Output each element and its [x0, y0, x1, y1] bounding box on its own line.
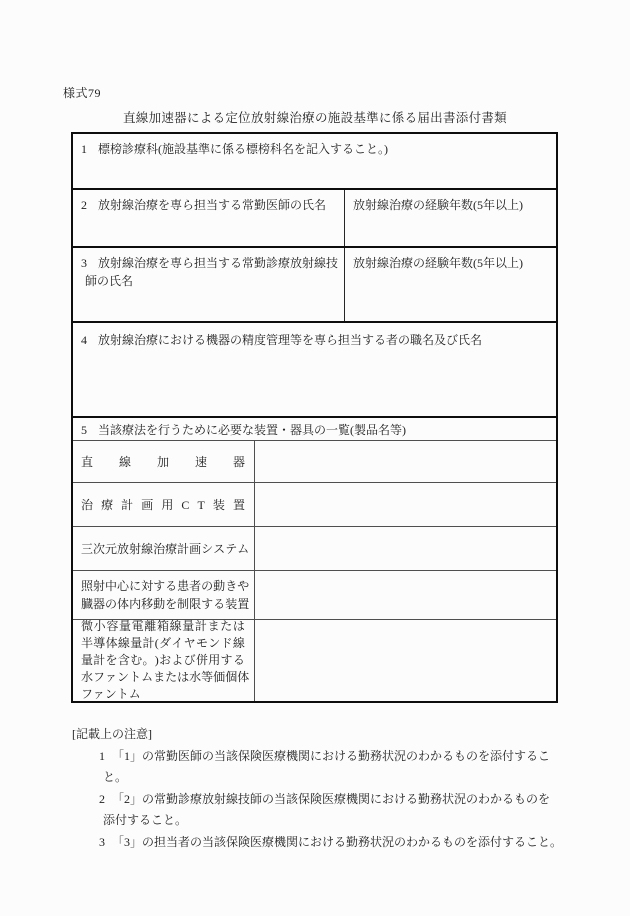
row-number: 3 [81, 256, 87, 270]
equipment-label-cell [73, 620, 255, 701]
equipment-label-cell [73, 571, 255, 619]
row-label-line2: 師の氏名 [85, 274, 134, 288]
note-number: 3 [99, 834, 105, 849]
equipment-label-cell [73, 483, 255, 526]
equipment-value-cell [255, 620, 556, 701]
document-title: 直線加速器による定位放射線治療の施設基準に係る届出書添付書類 [122, 111, 507, 125]
table-row-quality-control-manager [73, 323, 556, 418]
row-label: 放射線治療を専ら担当する常勤医師の氏名 [98, 198, 327, 212]
note-item-2 [72, 789, 566, 832]
table-row-physician-name [73, 190, 556, 248]
equipment-value-cell [255, 527, 556, 570]
note-text-line1: 「3」の担当者の当該保険医療機関における勤務状況のわかるものを添付すること。 [112, 834, 563, 849]
equipment-label-line5: ファントム [81, 687, 141, 701]
experience-years-label: 放射線治療の経験年数(5年以上) [353, 198, 523, 212]
row-label-line1: 放射線治療を専ら担当する常勤診療放射線技 [98, 256, 339, 270]
note-item-3 [72, 832, 566, 854]
equipment-value-cell [255, 483, 556, 526]
notes-heading: [記載上の注意] [72, 727, 152, 741]
table-row-designated-department [73, 134, 556, 190]
note-text-line2: と。 [103, 770, 128, 784]
equipment-label-cell [73, 441, 255, 482]
row-label: 放射線治療における機器の精度管理等を専ら担当する者の職名及び氏名 [98, 333, 483, 347]
equipment-label: 治 療 計 画 用 C T 装 置 [81, 497, 245, 512]
equipment-label-line3: 量 計 を 含 む 。 ) お よ び 併 用 す る [81, 653, 245, 667]
note-number: 1 [99, 748, 105, 763]
note-number: 2 [99, 791, 105, 806]
note-text-line1: 「1」の常勤医師の当該保険医療機関における勤務状況のわかるものを添付するこ [112, 748, 551, 763]
note-text-line1: 「2」の常勤診療放射線技師の当該保険医療機関における勤務状況のわかるものを [112, 791, 551, 806]
equipment-label: 直 線 加 速 器 [81, 454, 245, 469]
equipment-row-3d-planning-system [73, 527, 556, 571]
equipment-value-cell [255, 571, 556, 619]
experience-years-label: 放射線治療の経験年数(5年以上) [353, 256, 523, 270]
table-row-equipment-list-header [73, 418, 556, 441]
technologist-experience-cell [345, 248, 556, 321]
physician-name-cell [73, 190, 345, 246]
table-row-radiologic-technologist [73, 248, 556, 323]
equipment-row-planning-ct [73, 483, 556, 527]
row-number: 5 [81, 423, 87, 437]
equipment-row-linear-accelerator [73, 441, 556, 483]
row-label: 当該療法を行うために必要な装置・器具の一覧(製品名等) [98, 423, 406, 437]
equipment-row-motion-restriction-device [73, 571, 556, 620]
row-label: 標榜診療科(施設基準に係る標榜科名を記入すること。) [98, 142, 388, 156]
equipment-label-cell [73, 527, 255, 570]
equipment-label-line1: 微 小 容 量 電 離 箱 線 量 計 ま た は [81, 620, 245, 633]
note-item-1 [72, 746, 566, 789]
equipment-label-line2: 臓 器 の 体 内 移 動 を 制 限 す る 装 置 [81, 597, 250, 611]
row-number: 1 [81, 142, 87, 156]
physician-experience-cell [345, 190, 556, 246]
equipment-value-cell [255, 441, 556, 482]
row-number: 2 [81, 198, 87, 212]
note-text-line2: 添付すること。 [103, 813, 188, 827]
equipment-label: 三 次 元 放 射 線 治 療 計 画 シ ス テ ム [81, 541, 250, 556]
equipment-label-line2: 半 導 体 線 量 計 ( ダ イ ヤ モ ン ド 線 [81, 636, 245, 650]
technologist-name-cell [73, 248, 345, 321]
notes-section [72, 724, 566, 853]
equipment-label-line1: 照 射 中 心 に 対 す る 患 者 の 動 き や [81, 579, 250, 593]
attachment-table [71, 132, 558, 703]
equipment-row-dosimeter-phantom [73, 620, 556, 701]
equipment-label-line4: 水 フ ァ ン ト ム ま た は 水 等 価 個 体 [81, 670, 250, 684]
form-number: 様式79 [63, 86, 102, 100]
row-number: 4 [81, 333, 87, 347]
